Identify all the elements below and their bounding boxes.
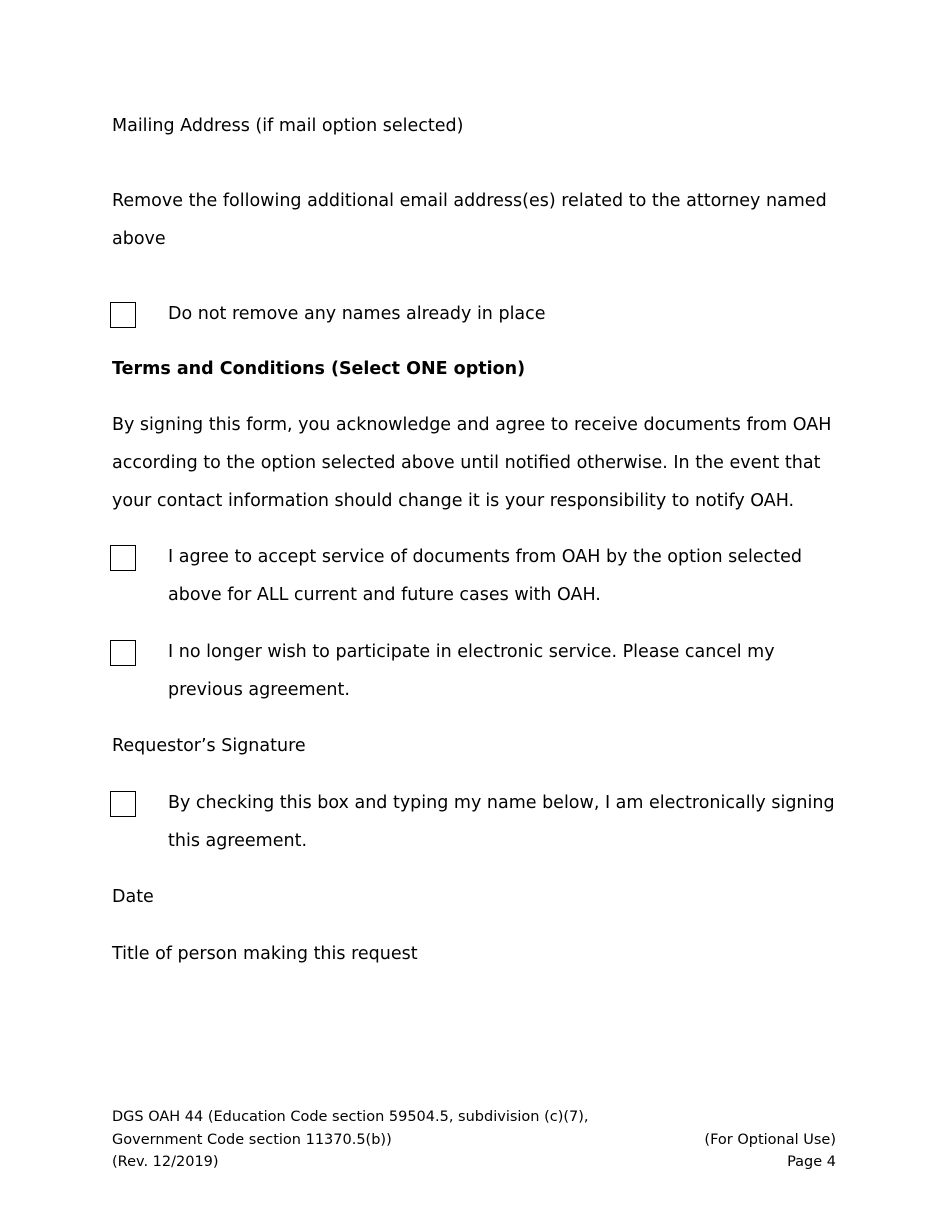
cancel-service-checkbox[interactable] xyxy=(110,640,136,666)
footer-line-2: Government Code section 11370.5(b)) xyxy=(112,1131,392,1148)
footer-right xyxy=(704,1129,836,1174)
cancel-service-label: I no longer wish to participate in electronic service. Please cancel my previous agreement. xyxy=(168,642,775,700)
terms-heading: Terms and Conditions (Select ONE option) xyxy=(112,359,526,379)
do-not-remove-checkbox[interactable] xyxy=(110,302,136,328)
do-not-remove-label: Do not remove any names already in place xyxy=(168,304,546,324)
esign-checkbox[interactable] xyxy=(110,791,136,817)
date-label: Date xyxy=(112,887,154,907)
accept-service-label: I agree to accept service of documents from OAH by the option selected above for ALL current and future cases with OAH. xyxy=(168,547,803,605)
footer-line-3: (Rev. 12/2019) xyxy=(112,1154,219,1170)
footer-line-1: DGS OAH 44 (Education Code section 59504.5, subdivision (c)(7), xyxy=(112,1109,589,1125)
signature-label: Requestor’s Signature xyxy=(112,736,306,756)
terms-body: By signing this form, you acknowledge and agree to receive documents from OAH according to the option selected above until notified otherwise. In the event that your contact information should change it is your responsibility to notify OAH. xyxy=(112,415,832,511)
footer-form-info xyxy=(112,1106,589,1174)
title-label: Title of person making this request xyxy=(112,944,418,964)
footer-optional-use: (For Optional Use) xyxy=(704,1131,836,1148)
accept-service-checkbox[interactable] xyxy=(110,545,136,571)
footer-page-number: Page 4 xyxy=(787,1154,836,1170)
mailing-address-label: Mailing Address (if mail option selected) xyxy=(112,116,464,136)
remove-emails-label: Remove the following additional email address(es) related to the attorney named above xyxy=(112,191,827,249)
esign-label: By checking this box and typing my name below, I am electronically signing this agreement. xyxy=(168,793,835,851)
